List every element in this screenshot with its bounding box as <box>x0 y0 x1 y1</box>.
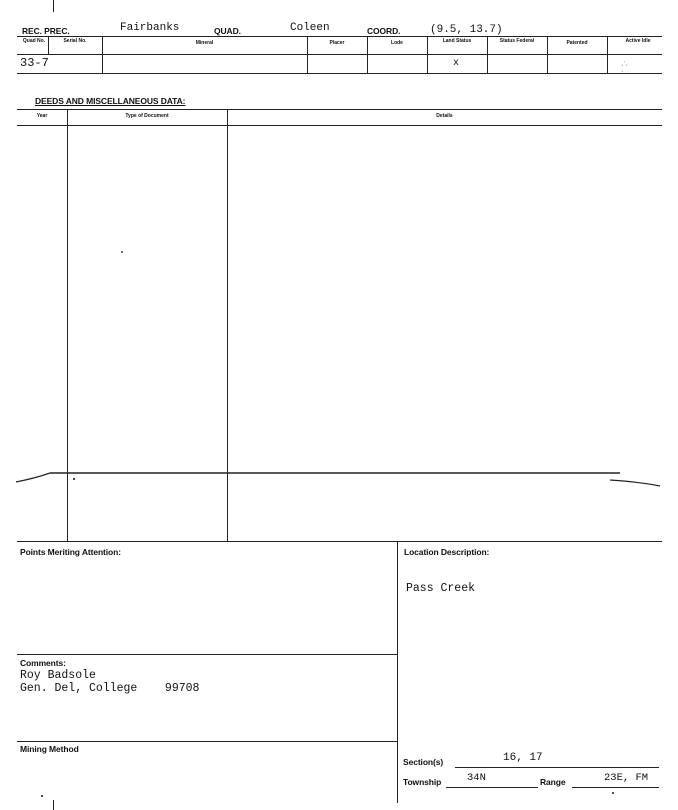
comments-rule <box>17 654 397 655</box>
lower-rule-top <box>17 541 662 542</box>
sections-label: Section(s) <box>403 757 444 767</box>
col-sep-1 <box>48 36 49 54</box>
quad-label: QUAD. <box>214 26 241 36</box>
township-value: 34N <box>467 772 486 784</box>
col-header-active-idle: Active Idle <box>625 38 651 44</box>
header-rule-top <box>17 36 662 37</box>
stray-dot <box>41 795 43 797</box>
binder-mark-top <box>53 0 54 12</box>
comments-line-1: Roy Badsole <box>20 669 96 682</box>
col-header-serial-no: Serial No. <box>63 38 87 44</box>
quad-no-value: 33-7 <box>20 56 49 70</box>
comments-line-2: Gen. Del, College 99708 <box>20 682 200 695</box>
mining-label: Mining Method <box>20 744 79 754</box>
col-sep-8 <box>607 36 608 73</box>
deeds-col-details: Details <box>436 113 453 119</box>
range-underline <box>572 787 659 788</box>
col-header-mineral: Mineral <box>195 40 214 46</box>
col-header-lode: Lode <box>391 40 403 46</box>
location-value: Pass Creek <box>406 582 476 595</box>
township-underline <box>446 787 538 788</box>
header-rule-bottom <box>17 73 662 74</box>
lower-vertical-divider <box>397 541 398 803</box>
deeds-col-year: Year <box>36 113 48 119</box>
col-header-placer: Placer <box>329 40 345 46</box>
range-value: 23E, FM <box>604 772 649 784</box>
rec-prec-value: Fairbanks <box>120 22 180 34</box>
sections-value: 16, 17 <box>503 752 543 764</box>
col-sep-5 <box>427 36 428 73</box>
mining-rule <box>17 741 397 742</box>
deeds-col-type: Type of Document <box>125 113 169 119</box>
col-sep-6 <box>487 36 488 73</box>
points-label: Points Meriting Attention: <box>20 547 121 557</box>
sections-underline <box>455 767 659 768</box>
stray-dot <box>121 251 123 253</box>
col-header-quad-no: Quad No. <box>22 38 46 44</box>
coord-value: (9.5, 13.7) <box>430 24 503 36</box>
range-label: Range <box>540 777 566 787</box>
deeds-rule-top <box>17 109 662 110</box>
coord-label: COORD. <box>367 26 401 36</box>
stray-dot <box>73 478 75 480</box>
location-label: Location Description: <box>404 547 490 557</box>
rec-prec-label: REC. PREC. <box>22 26 70 36</box>
quad-value: Coleen <box>290 22 330 34</box>
land-status-mark: x <box>453 58 460 69</box>
binder-mark-bottom <box>53 800 54 810</box>
stray-ink-dots: ·˙· · <box>621 62 628 75</box>
col-header-status-federal: Status Federal <box>499 38 535 44</box>
header-rule-mid <box>17 54 662 55</box>
col-header-patented: Patented <box>566 40 588 46</box>
stray-dot <box>612 792 614 794</box>
comments-label: Comments: <box>20 658 66 668</box>
township-label: Township <box>403 777 442 787</box>
page-fold-line <box>0 466 678 494</box>
deeds-rule-header <box>17 125 662 126</box>
col-header-land-status: Land Status <box>442 38 472 44</box>
deeds-title: DEEDS AND MISCELLANEOUS DATA: <box>35 96 186 106</box>
